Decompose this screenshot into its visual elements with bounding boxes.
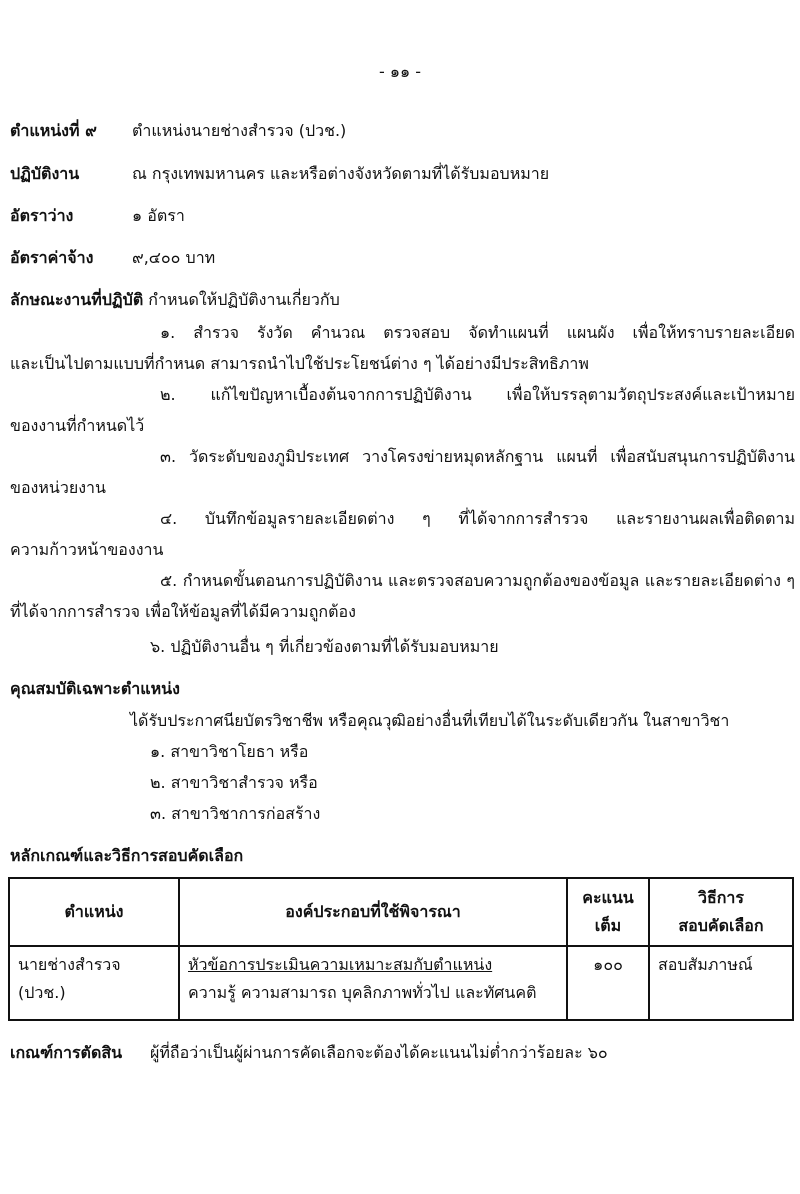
cell-position: นายช่างสำรวจ (ปวช.) [9,946,179,1020]
header-method [649,878,793,946]
workplace-value: ณ กรุงเทพมหานคร และหรือต่างจังหวัดตามที่ได้รับมอบหมาย [132,164,550,183]
header-score-line1: คะแนน [582,888,634,907]
header-method-line1: วิธีการ [697,888,744,907]
duties-label: ลักษณะงานที่ปฏิบัติ [10,290,144,309]
decision-label: เกณฑ์การตัดสิน [10,1043,123,1062]
position-label: ตำแหน่งที่ ๙ [10,121,97,140]
vacancy-label: อัตราว่าง [10,206,74,225]
duty-item-1 [10,317,795,379]
workplace-row [10,161,795,187]
table-row [9,946,793,1020]
qualifications-intro: ได้รับประกาศนียบัตรวิชาชีพ หรือคุณวุฒิอย่างอื่นที่เทียบได้ในระดับเดียวกัน ในสาขาวิชา [130,711,730,730]
header-method-line2: สอบคัดเลือก [678,916,764,935]
criteria-heading-row [10,843,795,869]
duties-heading-row [10,287,795,313]
decision-row [10,1040,795,1066]
header-score-line2: เต็ม [594,916,622,935]
duty-item-2-first: ๒. แก้ไขปัญหาเบื้องต้นจากการปฏิบัติงาน เพื่อให้บรรลุตามวัตถุประสงค์และเป้าหมาย [160,385,795,404]
salary-row [10,245,795,271]
duty-item-3 [10,441,795,503]
table-header-row [9,878,793,946]
position-row [10,118,795,144]
header-score [567,878,649,946]
workplace-label: ปฏิบัติงาน [10,164,80,183]
duty-item-4-first: ๔. บันทึกข้อมูลรายละเอียดต่าง ๆ ที่ได้จากการสำรวจ และรายงานผลเพื่อติดตาม [160,509,795,528]
duty-item-6: ๖. ปฏิบัติงานอื่น ๆ ที่เกี่ยวข้องตามที่ได้รับมอบหมาย [150,637,499,656]
qualifications-heading-row [10,676,795,702]
duty-item-1-first: ๑. สำรวจ รังวัด คำนวณ ตรวจสอบ จัดทำแผนที่ แผนผัง เพื่อให้ทราบรายละเอียด [160,323,795,342]
vacancy-row [10,203,795,229]
duty-item-3-first: ๓. วัดระดับของภูมิประเทศ วางโครงข่ายหมุดหลักฐาน แผนที่ เพื่อสนับสนุนการปฏิบัติงาน [160,447,795,466]
duty-item-5 [10,565,795,627]
salary-value: ๙,๔๐๐ บาท [132,248,216,267]
component-title: หัวข้อการประเมินความเหมาะสมกับตำแหน่ง [188,955,493,974]
criteria-table [8,877,794,1021]
duty-item-4 [10,503,795,565]
cell-score: ๑๐๐ [567,946,649,1020]
duties-intro: กำหนดให้ปฏิบัติงานเกี่ยวกับ [148,290,340,309]
component-detail: ความรู้ ความสามารถ บุคลิกภาพทั่วไป และทัศนคติ [188,983,537,1002]
salary-label: อัตราค่าจ้าง [10,248,94,267]
cell-method: สอบสัมภาษณ์ [649,946,793,1020]
header-components: องค์ประกอบที่ใช้พิจารณา [179,878,567,946]
duty-item-5-rest: ที่ได้จากการสำรวจ เพื่อให้ข้อมูลที่ได้มีความถูกต้อง [10,602,356,621]
position-value: ตำแหน่งนายช่างสำรวจ (ปวช.) [132,121,347,140]
duty-item-1-rest: และเป็นไปตามแบบที่กำหนด สามารถนำไปใช้ประโยชน์ต่าง ๆ ได้อย่างมีประสิทธิภาพ [10,354,589,373]
duty-item-2-rest: ของงานที่กำหนดไว้ [10,416,145,435]
cell-components [179,946,567,1020]
vacancy-value: ๑ อัตรา [132,206,185,225]
qualification-item-3: ๓. สาขาวิชาการก่อสร้าง [150,804,321,823]
criteria-heading: หลักเกณฑ์และวิธีการสอบคัดเลือก [10,846,244,865]
duty-item-5-first: ๕. กำหนดขั้นตอนการปฏิบัติงาน และตรวจสอบความถูกต้องของข้อมูล และรายละเอียดต่าง ๆ [160,571,795,590]
duty-item-4-rest: ความก้าวหน้าของงาน [10,540,164,559]
qualification-item-1: ๑. สาขาวิชาโยธา หรือ [150,742,309,761]
decision-value: ผู้ที่ถือว่าเป็นผู้ผ่านการคัดเลือกจะต้องได้คะแนนไม่ต่ำกว่าร้อยละ ๖๐ [150,1043,608,1062]
qualifications-heading: คุณสมบัติเฉพาะตำแหน่ง [10,679,180,698]
page-number: - ๑๑ - [378,62,422,81]
duty-item-2 [10,379,795,441]
header-position: ตำแหน่ง [9,878,179,946]
duty-item-3-rest: ของหน่วยงาน [10,478,106,497]
qualification-item-2: ๒. สาขาวิชาสำรวจ หรือ [150,773,318,792]
